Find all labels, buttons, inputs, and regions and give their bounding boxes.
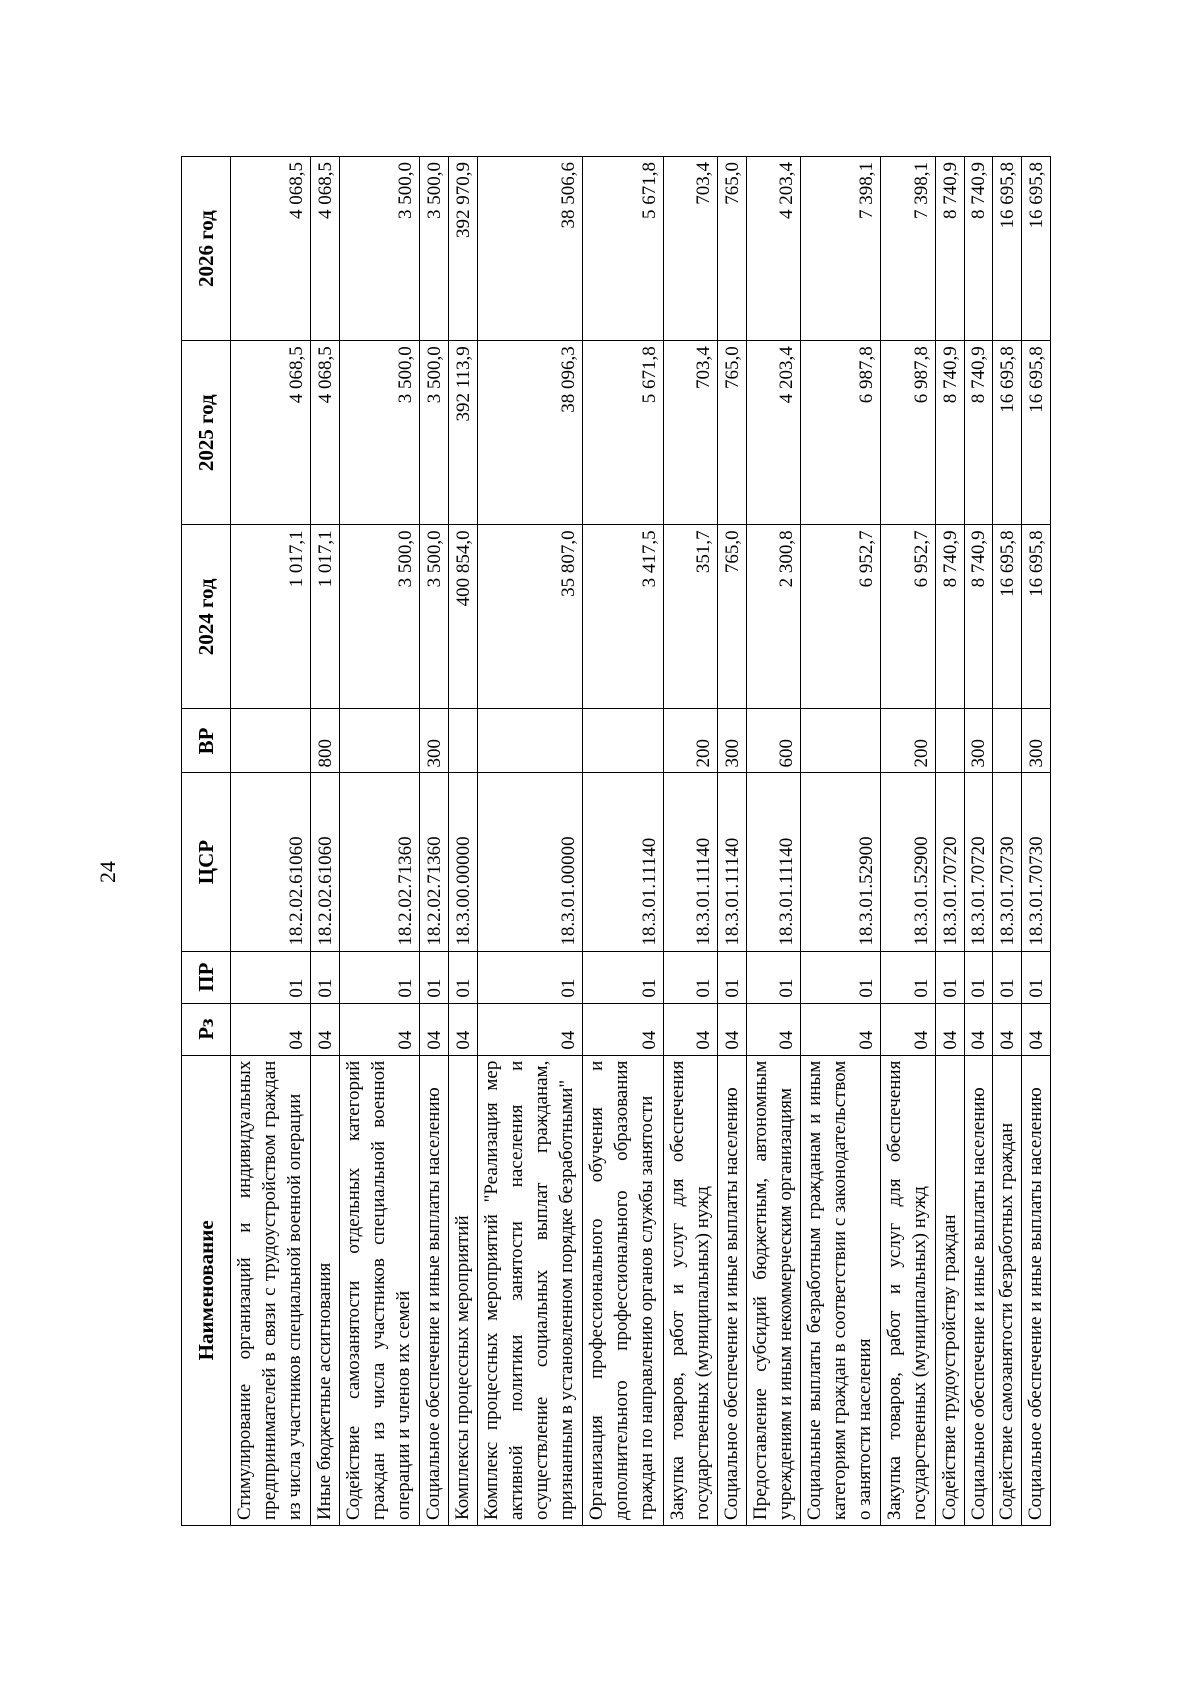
table-row	[448, 157, 477, 1526]
row-csr: 18.2.02.61060	[311, 773, 340, 951]
row-rz: 04	[746, 1003, 800, 1055]
row-vr: 300	[1022, 709, 1051, 773]
header-2024: 2024 год	[182, 525, 231, 709]
row-name: Закупка товаров, работ и услуг для обеспечения государственных (муниципальных) нужд	[663, 1055, 717, 1525]
table-header-row	[182, 157, 231, 1526]
row-value-2024: 351,7	[663, 525, 717, 709]
header-2025: 2025 год	[182, 341, 231, 525]
row-value-2024: 3 417,5	[583, 525, 663, 709]
table-body	[231, 157, 1051, 1526]
row-value-2024: 16 695,8	[993, 525, 1022, 709]
row-value-2026: 8 740,9	[964, 157, 993, 341]
row-vr	[448, 709, 477, 773]
row-value-2024: 1 017,1	[311, 525, 340, 709]
row-value-2025: 6 987,8	[801, 341, 881, 525]
page-number: 24	[95, 861, 120, 883]
row-pr: 01	[746, 951, 800, 1003]
row-csr: 18.3.01.70730	[1022, 773, 1051, 951]
row-value-2025: 8 740,9	[964, 341, 993, 525]
row-value-2025: 4 068,5	[311, 341, 340, 525]
row-rz: 04	[583, 1003, 663, 1055]
row-csr: 18.2.02.71360	[339, 773, 419, 951]
row-value-2024: 765,0	[718, 525, 747, 709]
row-rz: 04	[663, 1003, 717, 1055]
row-value-2025: 4 203,4	[746, 341, 800, 525]
row-vr	[339, 709, 419, 773]
row-value-2026: 392 970,9	[448, 157, 477, 341]
row-value-2025: 16 695,8	[1022, 341, 1051, 525]
header-csr: ЦСР	[182, 773, 231, 951]
row-value-2024: 3 500,0	[339, 525, 419, 709]
table-row	[993, 157, 1022, 1526]
row-vr	[993, 709, 1022, 773]
row-csr: 18.3.01.70730	[993, 773, 1022, 951]
row-value-2026: 16 695,8	[993, 157, 1022, 341]
table-row	[1022, 157, 1051, 1526]
table-row	[964, 157, 993, 1526]
row-pr: 01	[339, 951, 419, 1003]
row-vr	[801, 709, 881, 773]
row-value-2025: 38 096,3	[477, 341, 583, 525]
row-csr: 18.3.01.70720	[935, 773, 964, 951]
row-name: Социальное обеспечение и иные выплаты населению	[420, 1055, 449, 1525]
row-pr: 01	[583, 951, 663, 1003]
table-row	[718, 157, 747, 1526]
table-row	[801, 157, 881, 1526]
row-vr: 300	[420, 709, 449, 773]
row-value-2026: 38 506,6	[477, 157, 583, 341]
row-pr: 01	[718, 951, 747, 1003]
row-value-2026: 3 500,0	[339, 157, 419, 341]
budget-table-container	[181, 156, 1051, 1526]
row-rz: 04	[801, 1003, 881, 1055]
row-rz: 04	[935, 1003, 964, 1055]
row-value-2025: 16 695,8	[993, 341, 1022, 525]
row-name: Стимулирование организаций и индивидуальных предпринимателей в связи с трудоустройством граждан из числа участников специальной военной операции	[231, 1055, 311, 1525]
row-pr: 01	[1022, 951, 1051, 1003]
row-name: Закупка товаров, работ и услуг для обеспечения государственных (муниципальных) нужд	[881, 1055, 935, 1525]
row-name: Иные бюджетные ассигнования	[311, 1055, 340, 1525]
row-csr: 18.3.01.11140	[718, 773, 747, 951]
row-vr	[935, 709, 964, 773]
table-row	[420, 157, 449, 1526]
row-csr: 18.3.01.11140	[663, 773, 717, 951]
row-pr: 01	[801, 951, 881, 1003]
table-row	[583, 157, 663, 1526]
row-name: Предоставление субсидий бюджетным, автономным учреждениям и иным некоммерческим организациям	[746, 1055, 800, 1525]
row-rz: 04	[964, 1003, 993, 1055]
table-row	[477, 157, 583, 1526]
row-vr	[231, 709, 311, 773]
row-pr: 01	[448, 951, 477, 1003]
row-vr: 300	[964, 709, 993, 773]
row-pr: 01	[993, 951, 1022, 1003]
table-row	[231, 157, 311, 1526]
row-value-2026: 3 500,0	[420, 157, 449, 341]
row-value-2024: 6 952,7	[881, 525, 935, 709]
row-value-2024: 3 500,0	[420, 525, 449, 709]
row-value-2025: 5 671,8	[583, 341, 663, 525]
row-value-2026: 703,4	[663, 157, 717, 341]
row-value-2024: 8 740,9	[935, 525, 964, 709]
row-csr: 18.2.02.71360	[420, 773, 449, 951]
header-rz: Рз	[182, 1003, 231, 1055]
row-pr: 01	[420, 951, 449, 1003]
table-row	[746, 157, 800, 1526]
table-row	[881, 157, 935, 1526]
row-vr: 600	[746, 709, 800, 773]
row-csr: 18.3.01.52900	[801, 773, 881, 951]
row-value-2026: 8 740,9	[935, 157, 964, 341]
row-pr: 01	[231, 951, 311, 1003]
row-csr: 18.3.01.70720	[964, 773, 993, 951]
row-rz: 04	[231, 1003, 311, 1055]
row-value-2025: 8 740,9	[935, 341, 964, 525]
row-rz: 04	[993, 1003, 1022, 1055]
row-value-2025: 392 113,9	[448, 341, 477, 525]
row-name: Социальное обеспечение и иные выплаты населению	[1022, 1055, 1051, 1525]
row-vr	[583, 709, 663, 773]
row-csr: 18.3.01.11140	[746, 773, 800, 951]
header-name: Наименование	[182, 1055, 231, 1525]
row-value-2024: 2 300,8	[746, 525, 800, 709]
row-value-2025: 703,4	[663, 341, 717, 525]
row-value-2025: 765,0	[718, 341, 747, 525]
row-name: Содействие самозанятости отдельных категорий граждан из числа участников специальной военной операции и членов их семей	[339, 1055, 419, 1525]
row-name: Содействие самозанятости безработных граждан	[993, 1055, 1022, 1525]
row-value-2025: 4 068,5	[231, 341, 311, 525]
row-rz: 04	[339, 1003, 419, 1055]
row-value-2026: 7 398,1	[881, 157, 935, 341]
row-pr: 01	[663, 951, 717, 1003]
row-value-2024: 8 740,9	[964, 525, 993, 709]
row-value-2026: 765,0	[718, 157, 747, 341]
table-row	[339, 157, 419, 1526]
row-pr: 01	[477, 951, 583, 1003]
row-value-2026: 16 695,8	[1022, 157, 1051, 341]
header-2026: 2026 год	[182, 157, 231, 341]
row-pr: 01	[935, 951, 964, 1003]
row-csr: 18.3.01.52900	[881, 773, 935, 951]
row-value-2024: 35 807,0	[477, 525, 583, 709]
row-pr: 01	[964, 951, 993, 1003]
row-name: Социальное обеспечение и иные выплаты населению	[718, 1055, 747, 1525]
row-csr: 18.2.02.61060	[231, 773, 311, 951]
row-name: Социальные выплаты безработным гражданам и иным категориям граждан в соответствии с законодательством о занятости населения	[801, 1055, 881, 1525]
row-csr: 18.3.01.11140	[583, 773, 663, 951]
row-name: Комплексы процессных мероприятий	[448, 1055, 477, 1525]
row-rz: 04	[1022, 1003, 1051, 1055]
row-value-2026: 4 068,5	[311, 157, 340, 341]
row-rz: 04	[420, 1003, 449, 1055]
row-name: Содействие трудоустройству граждан	[935, 1055, 964, 1525]
row-value-2026: 5 671,8	[583, 157, 663, 341]
row-name: Комплекс процессных мероприятий "Реализация мер активной политики занятости населения и осуществление социальных выплат гражданам, признанным в установленном порядке безработными"	[477, 1055, 583, 1525]
row-value-2026: 4 068,5	[231, 157, 311, 341]
header-pr: ПР	[182, 951, 231, 1003]
row-vr	[477, 709, 583, 773]
table-row	[935, 157, 964, 1526]
row-csr: 18.3.01.00000	[477, 773, 583, 951]
row-vr: 800	[311, 709, 340, 773]
table-row	[663, 157, 717, 1526]
row-value-2026: 4 203,4	[746, 157, 800, 341]
row-vr: 200	[663, 709, 717, 773]
row-rz: 04	[881, 1003, 935, 1055]
row-value-2026: 7 398,1	[801, 157, 881, 341]
row-value-2024: 6 952,7	[801, 525, 881, 709]
row-value-2024: 16 695,8	[1022, 525, 1051, 709]
row-value-2025: 3 500,0	[420, 341, 449, 525]
row-pr: 01	[311, 951, 340, 1003]
header-vr: ВР	[182, 709, 231, 773]
row-value-2025: 6 987,8	[881, 341, 935, 525]
row-value-2024: 400 854,0	[448, 525, 477, 709]
row-vr: 200	[881, 709, 935, 773]
row-rz: 04	[718, 1003, 747, 1055]
row-name: Социальное обеспечение и иные выплаты населению	[964, 1055, 993, 1525]
row-name: Организация профессионального обучения и дополнительного профессионального образования граждан по направлению органов службы занятости	[583, 1055, 663, 1525]
row-value-2025: 3 500,0	[339, 341, 419, 525]
row-pr: 01	[881, 951, 935, 1003]
row-csr: 18.3.00.00000	[448, 773, 477, 951]
budget-table	[181, 156, 1051, 1526]
row-value-2024: 1 017,1	[231, 525, 311, 709]
row-rz: 04	[477, 1003, 583, 1055]
row-rz: 04	[311, 1003, 340, 1055]
row-rz: 04	[448, 1003, 477, 1055]
row-vr: 300	[718, 709, 747, 773]
table-row	[311, 157, 340, 1526]
